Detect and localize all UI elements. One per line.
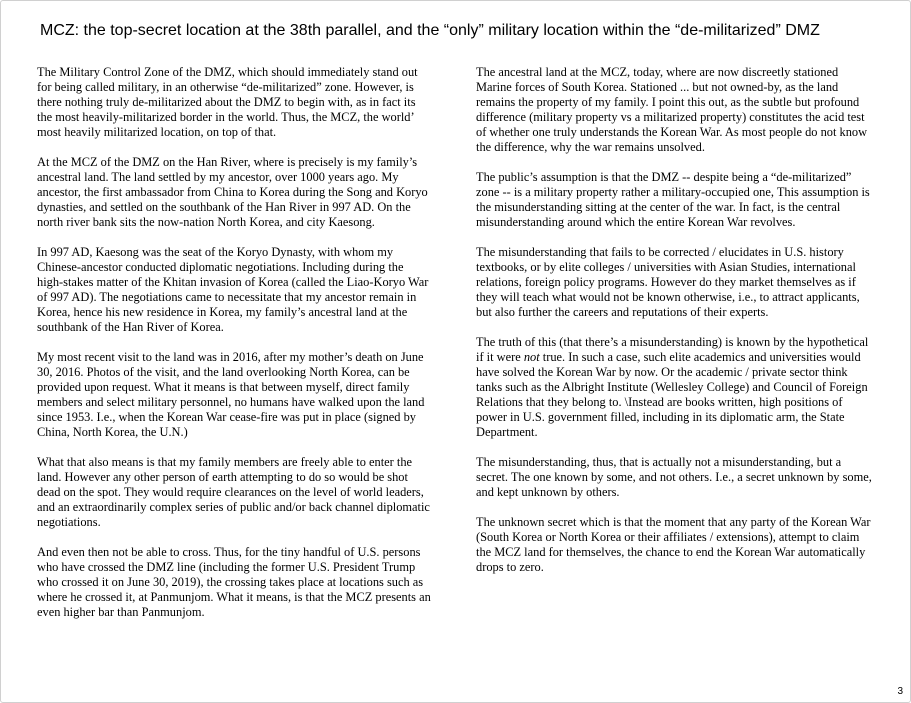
page-number: 3 — [897, 686, 903, 697]
paragraph: In 997 AD, Kaesong was the seat of the Koryo Dynasty, with whom my Chinese-ancestor conducted diplomatic negotiations. Including during the high-stakes matter of the Khitan invasion of Korea (called the Liao-Koryo War of 997 AD). The negotiations came to necessitate that my ancestor remain in Korea, hence his new residence in Korea, my family’s ancestral land at the southbank of the Han River of Korea. — [37, 245, 429, 334]
emphasis-text: not — [523, 350, 540, 364]
right-column — [476, 65, 872, 590]
paragraph: The misunderstanding, thus, that is actually not a misunderstanding, but a secret. The one known by some, and not others. I.e., a secret unknown by some, and kept unknown by others. — [476, 455, 872, 499]
paragraph: The unknown secret which is that the moment that any party of the Korean War (South Korea or North Korea or their affiliates / extensions), attempt to claim the MCZ land for themselves, the chance to end the Korean War automatically drops to zero. — [476, 515, 871, 574]
paragraph: At the MCZ of the DMZ on the Han River, where is precisely is my family’s ancestral land. The land settled by my ancestor, over 1000 years ago. My ancestor, the first ambassador from China to Korea during the Song and Koryo dynasties, and settled on the southbank of the Han River in 997 AD. On the north river bank sits the now-nation North Korea, and city Kaesong. — [37, 155, 428, 229]
paragraph: The Military Control Zone of the DMZ, which should immediately stand out for being called military, in an otherwise “de-militarized” zone. However, is there nothing truly de-militarized about the DMZ to begin with, as in fact its the most heavily-militarized border in the world. Thus, the MCZ, the world’ most heavily militarized location, on top of that. — [37, 65, 418, 139]
left-column — [37, 65, 432, 635]
paragraph — [476, 335, 872, 440]
page-title: MCZ: the top-secret location at the 38th parallel, and the “only” military location within the “de-militarized” DMZ — [40, 22, 820, 39]
text-run: The truth of this (that there’s a misunderstanding) is known by the hypothetical if it were — [476, 335, 869, 364]
paragraph: And even then not be able to cross. Thus, for the tiny handful of U.S. persons who have crossed the DMZ line (including the former U.S. President Trump who crossed it on June 30, 2019), the crossing takes place at locations such as where he crossed it, at Panmunjom. What it means, is that the MCZ presents an even higher bar than Panmunjom. — [37, 545, 431, 619]
paragraph: What that also means is that my family members are freely able to enter the land. However any other person of earth attempting to do so would be shot dead on the spot. They would require clearances on the level of world leaders, and an extraordinarily complex series of public and/or back channel diplomatic negotiations. — [37, 455, 430, 529]
paragraph: The misunderstanding that fails to be corrected / elucidates in U.S. history textbooks, or by elite colleges / universities with Asian Studies, international relations, foreign policy programs. However do they market themselves as if they will teach what would not be known otherwise, i.e., to attract applicants, but also further the careers and reputations of their experts. — [476, 245, 860, 319]
paragraph: My most recent visit to the land was in 2016, after my mother’s death on June 30, 2016. Photos of the visit, and the land overlooking North Korea, can be provided upon request. What it means is that between myself, direct family members and select military personnel, no humans have walked upon the land since 1953. I.e., when the Korean War cease-fire was put in place (signed by China, North Korea, the U.N.) — [37, 350, 425, 439]
paragraph: The ancestral land at the MCZ, today, where are now discreetly stationed Marine forces of South Korea. Stationed ... but not owned-by, as the land remains the property of my family. I point this out, as the subtle but profound difference (military property vs a militarized property) constitutes the acid test of whether one truly understands the Korean War. As most people do not know the difference, why the war remains unsolved. — [476, 65, 868, 154]
paragraph: The public’s assumption is that the DMZ -- despite being a “de-militarized” zone -- is a military property rather a military-occupied one, This assumption is the misunderstanding sitting at the center of the war. In fact, is the central misunderstanding around which the entire Korean War revolves. — [476, 170, 870, 229]
text-run: true. In such a case, such elite academics and universities would have solved the Korean War by now. Or the academic / private sector think tanks such as the Albright Institute (Wellesley College) and Council of Foreign Relations that they belong to. \Instead are books written, high positions of power in U.S. government filled, including in its diplomatic arm, the State Department. — [476, 350, 868, 439]
